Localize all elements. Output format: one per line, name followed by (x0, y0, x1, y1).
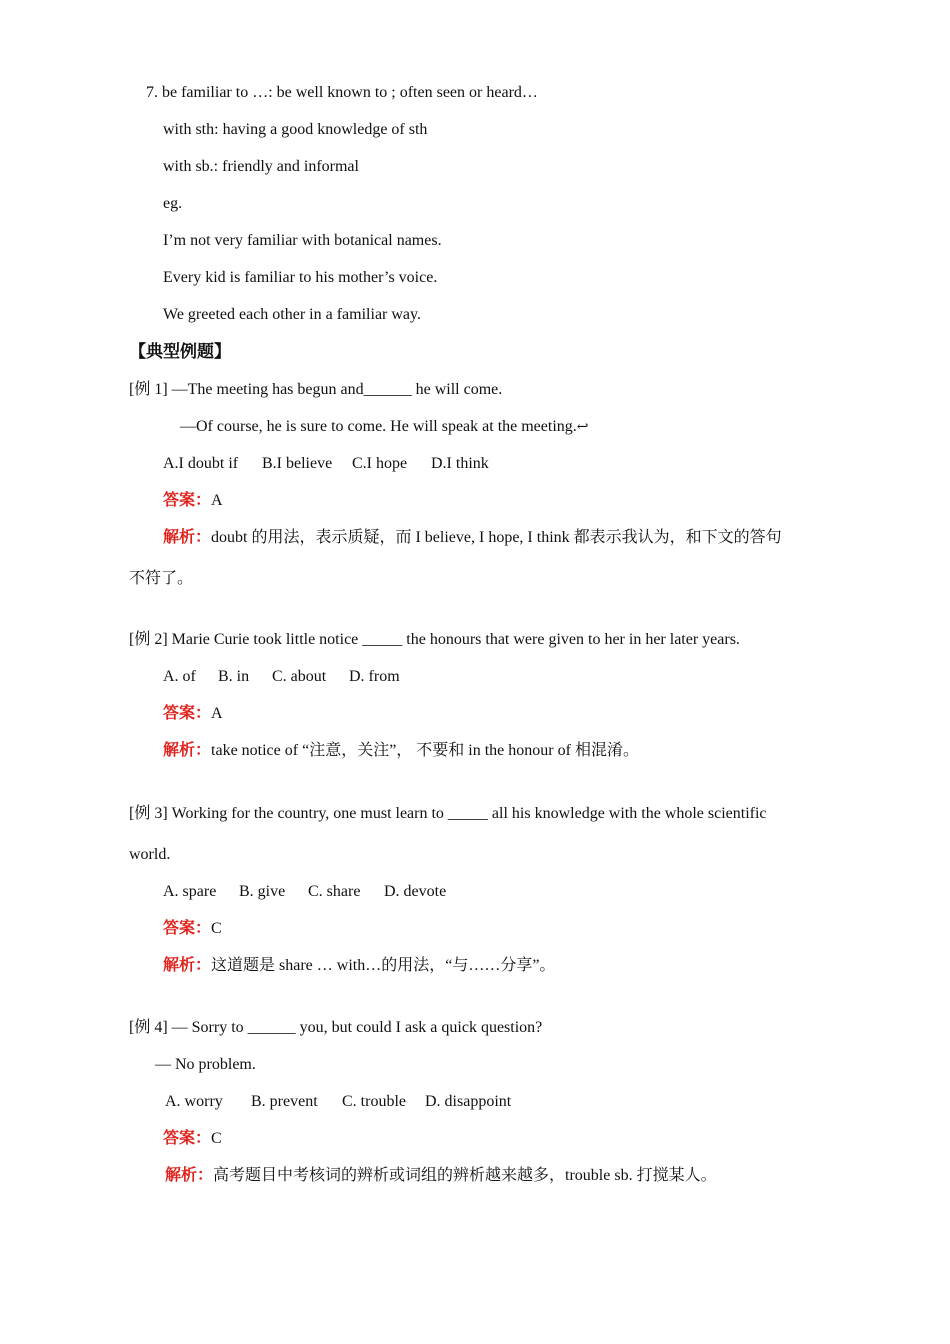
vocab-example: Every kid is familiar to his mother’s voice. (163, 269, 438, 286)
option: B.I believe (262, 455, 333, 472)
option: A.I doubt if (163, 455, 239, 472)
answer-value: C (211, 920, 222, 937)
option: B. give (239, 883, 286, 900)
answer-label: 答案： (163, 1130, 212, 1147)
option: D. devote (384, 883, 447, 900)
answer-label: 答案： (163, 920, 212, 937)
analysis-label: 解析： (163, 742, 212, 759)
analysis-text: take notice of “注意，关注”， 不要和 in the honour of 相混淆。 (211, 742, 639, 759)
option: A. worry (165, 1093, 223, 1110)
vocab-eg-label: eg. (163, 195, 183, 212)
option-list (163, 667, 400, 687)
answer-label: 答案： (163, 705, 212, 722)
option: D. disappoint (425, 1093, 512, 1110)
analysis-line (163, 741, 639, 761)
analysis-text: doubt 的用法，表示质疑，而 I believe, I hope, I think 都表示我认为，和下文的答句 (211, 529, 782, 546)
answer-label: 答案： (163, 492, 212, 509)
question-stem: [例 4] — Sorry to ______ you, but could I ask a quick question? (129, 1019, 543, 1036)
analysis-text: 不符了。 (129, 570, 194, 587)
option: B. in (218, 668, 250, 685)
analysis-line (163, 528, 782, 548)
answer-value: A (211, 705, 223, 722)
vocab-example: We greeted each other in a familiar way. (163, 306, 421, 323)
option: C.I hope (352, 455, 408, 472)
question-stem: [例 3] Working for the country, one must learn to _____ all his knowledge with the whole scientific (129, 805, 767, 822)
answer-line (163, 919, 222, 939)
answer-line (163, 1129, 222, 1149)
analysis-line (165, 1166, 717, 1186)
analysis-label: 解析： (163, 529, 212, 546)
option: D.I think (431, 455, 489, 472)
question-stem: [例 1] —The meeting has begun and______ he will come. (129, 381, 503, 398)
question-stem: [例 2] Marie Curie took little notice _____ the honours that were given to her in her later years. (129, 631, 740, 648)
vocab-example: I’m not very familiar with botanical names. (163, 232, 442, 249)
option-list (165, 1092, 511, 1112)
option: B. prevent (251, 1093, 318, 1110)
option-list (163, 454, 489, 474)
question-reply: — No problem. (155, 1056, 256, 1073)
answer-line (163, 491, 223, 511)
reply-text: —Of course, he is sure to come. He will speak at the meeting. (180, 418, 577, 435)
vocab-definition: with sth: having a good knowledge of sth (163, 121, 428, 138)
analysis-label: 解析： (163, 957, 212, 974)
answer-line (163, 704, 223, 724)
option: C. share (308, 883, 361, 900)
answer-value: C (211, 1130, 222, 1147)
vocab-definition: with sb.: friendly and informal (163, 158, 359, 175)
analysis-text: 这道题是 share … with…的用法，“与……分享”。 (211, 957, 556, 974)
option: D. from (349, 668, 400, 685)
option: A. of (163, 668, 196, 685)
analysis-text: 高考题目中考核词的辨析或词组的辨析越来越多，trouble sb. 打搅某人。 (213, 1167, 717, 1184)
section-title: 【典型例题】 (129, 342, 231, 361)
option: C. trouble (342, 1093, 406, 1110)
analysis-line (163, 956, 555, 976)
analysis-label: 解析： (165, 1167, 214, 1184)
option: A. spare (163, 883, 217, 900)
question-reply (180, 417, 589, 438)
return-arrow-icon: ↩ (576, 420, 589, 435)
vocab-heading: 7. be familiar to …: be well known to ; often seen or heard… (146, 84, 538, 101)
answer-value: A (211, 492, 223, 509)
question-stem: world. (129, 846, 171, 863)
option-list (163, 882, 446, 902)
option: C. about (272, 668, 327, 685)
